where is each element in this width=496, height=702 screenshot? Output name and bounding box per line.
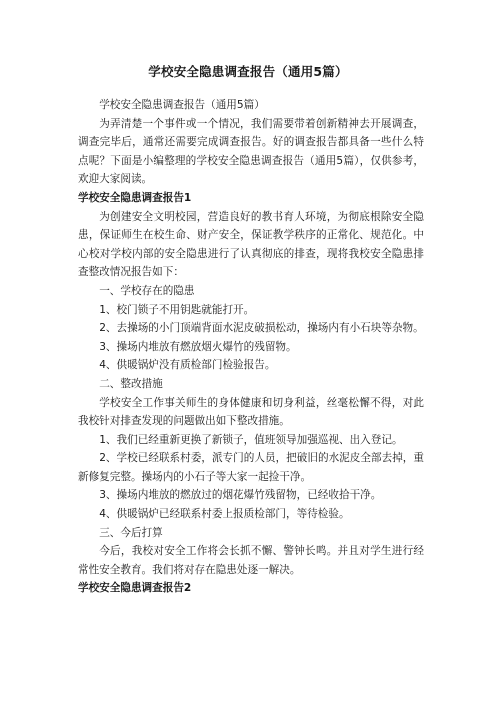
paragraph: 1、我们已经重新更换了新锁子，值班领导加强巡视、出入登记。 bbox=[99, 433, 403, 446]
paragraph: 2、学校已经联系村委，派专门的人员，把破旧的水泥皮全部去掉，重新修复完整。操场内的小石子等大家一起捡干净。 bbox=[78, 452, 424, 483]
paragraph: 1、校门锁子不用钥匙就能打开。 bbox=[99, 303, 255, 316]
paragraph: 4、供暖锅炉已经联系村委上报质检部门，等待检验。 bbox=[99, 508, 350, 521]
section-heading: 学校安全隐患调查报告2 bbox=[78, 582, 192, 595]
paragraph: 三、今后打算 bbox=[99, 526, 163, 539]
paragraph: 为创建安全文明校园，营造良好的教书育人环境，为彻底根除安全隐患，保证师生在校生命、财产安全，保证教学秩序的正常化、规范化。中心校对学校内部的安全隐患进行了认真彻底的排查，现将我校安全隐患排查整改情况报告如下： bbox=[78, 210, 424, 279]
paragraph: 学校安全工作事关师生的身体健康和切身利益，丝毫松懈不得，对此我校针对排查发现的问题做出如下整改措施。 bbox=[78, 396, 424, 428]
paragraph: 3、操场内堆放的燃放过的烟花爆竹残留物，已经收拾干净。 bbox=[99, 489, 382, 502]
document-title: 学校安全隐患调查报告（通用5篇） bbox=[148, 64, 348, 79]
section-heading: 学校安全隐患调查报告1 bbox=[78, 191, 192, 204]
paragraph: 3、操场内堆放有燃放烟火爆竹的残留物。 bbox=[99, 340, 297, 353]
paragraph: 学校安全隐患调查报告（通用5篇） bbox=[99, 99, 265, 111]
document-body bbox=[78, 96, 424, 598]
paragraph: 为弄清楚一个事件或一个情况，我们需要带着创新精神去开展调查，调查完毕后，通常还需要完成调查报告。好的调查报告都具备一些什么特点呢？下面是小编整理的学校安全隐患调查报告（通用5篇），仅供参考，欢迎大家阅读。 bbox=[78, 117, 424, 186]
paragraph: 今后，我校对安全工作将会长抓不懈、警钟长鸣。并且对学生进行经常性安全教育。我们将对存在隐患处逐一解决。 bbox=[78, 545, 424, 576]
paragraph: 2、去操场的小门顶端背面水泥皮破损松动，操场内有小石块等杂物。 bbox=[99, 322, 424, 335]
paragraph: 一、学校存在的隐患 bbox=[99, 284, 195, 297]
paragraph: 二、整改措施 bbox=[99, 377, 163, 390]
paragraph: 4、供暖锅炉没有质检部门检验报告。 bbox=[99, 359, 276, 372]
